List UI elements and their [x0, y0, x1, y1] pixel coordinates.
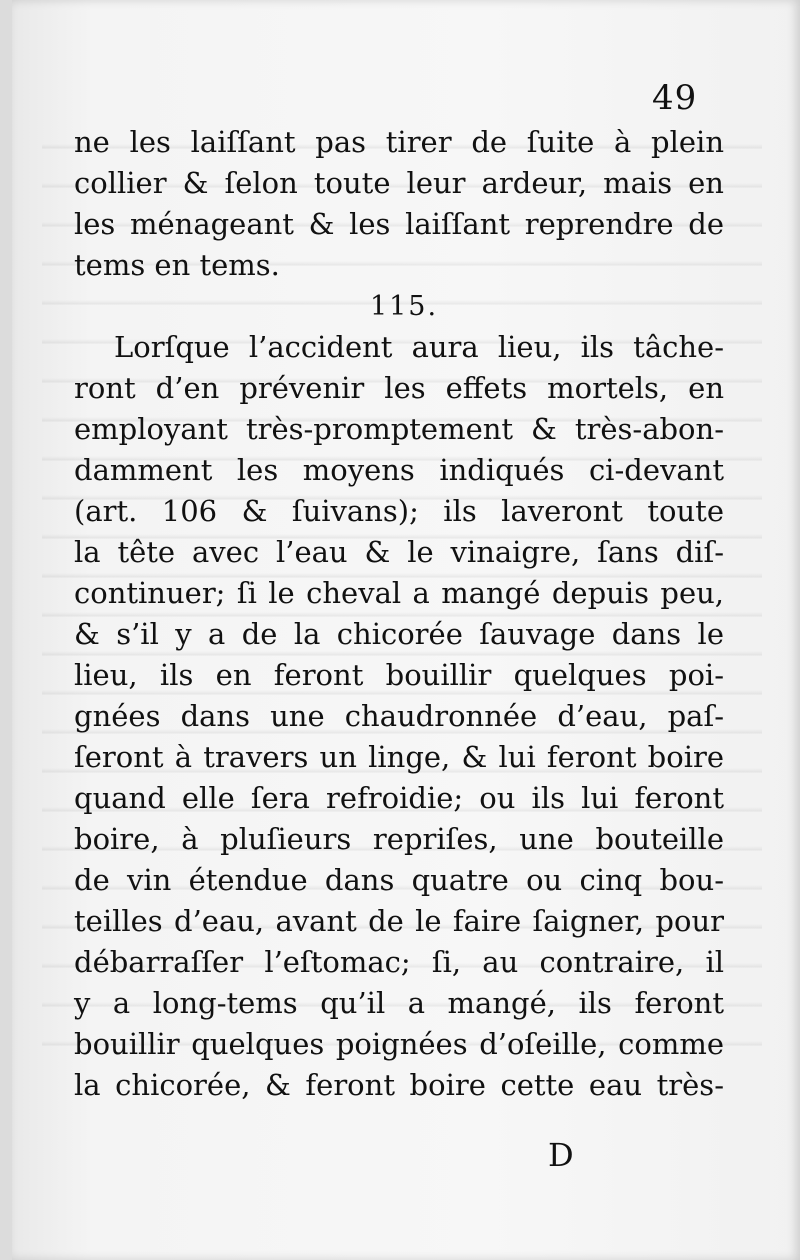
text-line: débarraſſer l’eſtomac; ſi, au contraire, il: [74, 945, 724, 979]
text-line: quand elle ſera refroidie; ou ils lui feront: [74, 781, 724, 815]
text-line: lieu, ils en feront bouillir quelques poi-: [74, 658, 724, 692]
text-line: ſeront à travers un linge, & lui feront boire: [74, 740, 724, 774]
text-line: (art. 106 & ſuivans); ils laveront toute: [74, 494, 724, 528]
text-line: continuer; ſi le cheval a mangé depuis peu,: [74, 576, 724, 610]
text-line: damment les moyens indiqués ci-devant: [74, 453, 724, 487]
page-number: 49: [652, 78, 698, 118]
text-line: la chicorée, & feront boire cette eau très-: [74, 1068, 724, 1102]
text-line: employant très-promptement & très-abon-: [74, 412, 724, 446]
text-line: ne les laiſſant pas tirer de ſuite à plein: [74, 125, 724, 159]
text-line: bouillir quelques poignées d’oſeille, comme: [74, 1027, 724, 1061]
book-page: [12, 0, 800, 1260]
text-line: & s’il y a de la chicorée ſauvage dans le: [74, 617, 724, 651]
text-line: Lorſque l’accident aura lieu, ils tâche-: [114, 330, 724, 364]
text-line: de vin étendue dans quatre ou cinq bou-: [74, 863, 724, 897]
text-line: tems en tems.: [74, 248, 280, 282]
text-line: ront d’en prévenir les effets mortels, en: [74, 371, 724, 405]
text-line: boire, à pluſieurs repriſes, une bouteille: [74, 822, 724, 856]
text-line: gnées dans une chaudronnée d’eau, paſ-: [74, 699, 724, 733]
text-line: y a long-tems qu’il a mangé, ils feront: [74, 986, 724, 1020]
text-line: teilles d’eau, avant de le faire ſaigner, pour: [74, 904, 724, 938]
text-line: les ménageant & les laiſſant reprendre de: [74, 207, 724, 241]
section-number: 115.: [369, 291, 439, 322]
text-line: la tête avec l’eau & le vinaigre, ſans diſ-: [74, 535, 724, 569]
signature-mark: D: [548, 1136, 574, 1174]
text-line: collier & ſelon toute leur ardeur, mais en: [74, 166, 724, 200]
body-text: [74, 122, 724, 1106]
